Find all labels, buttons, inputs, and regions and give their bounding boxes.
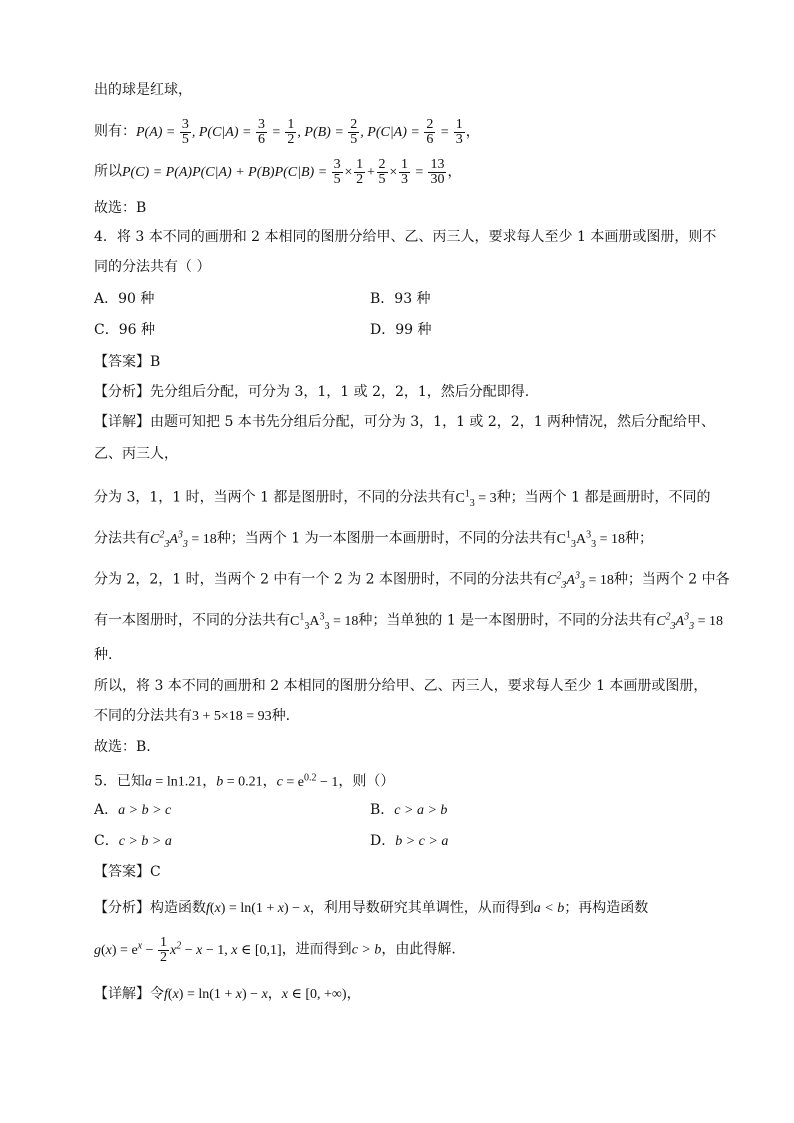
detail-line — [94, 676, 707, 696]
detail-line — [94, 566, 730, 595]
answer-tag: 【答案】 — [94, 354, 150, 370]
detail-text: 种；当两个 2 中各 — [613, 571, 730, 588]
question-stem — [94, 227, 716, 247]
option-d — [370, 831, 448, 852]
option-formula: b > c > a — [395, 834, 449, 849]
line-text: 5．已知 — [94, 773, 145, 790]
formula: 3 + 5×18 = 93 — [192, 709, 272, 724]
option-formula: a > b > c — [118, 803, 172, 818]
detail-text: 乙、丙三人， — [94, 446, 178, 462]
detail-line — [94, 645, 112, 665]
option-label: C． — [94, 833, 119, 849]
option-b — [370, 289, 431, 309]
line-text: 4．将 3 本不同的画册和 2 本相同的图册分给甲、乙、丙三人，要求每人至少 1 本画册或图册，则不 — [94, 229, 717, 245]
detail-line — [94, 444, 178, 464]
formula: $g(x) = e^x$ − $\frac{1}{2}$ $x^2 - x - 1$, x ∈ [0,1] — [94, 935, 282, 965]
analysis-text: 先分组后分配，可分为 3，1，1 或 2，2，1，然后分配即得. — [150, 384, 530, 400]
detail-tag: 【详解】 — [94, 414, 150, 430]
option-text: C．96 种 — [94, 322, 155, 338]
detail-text: 分为 2，2，1 时，当两个 2 中有一个 2 为 2 本图册时，不同的分法共有 — [94, 571, 548, 588]
option-a — [94, 800, 171, 821]
line-text: 故选：B — [94, 200, 147, 216]
detail-line — [94, 607, 723, 636]
detail-line — [94, 525, 653, 554]
option-label: D． — [370, 833, 396, 849]
answer-line — [94, 862, 161, 882]
detail-text: 令 — [150, 986, 164, 1002]
option-b — [370, 800, 447, 821]
choice-line — [94, 198, 146, 218]
option-formula: c > b > a — [118, 834, 172, 849]
line-text: 出的球是红球， — [94, 82, 192, 98]
detail-tag: 【详解】 — [94, 986, 150, 1002]
detail-text: ， — [267, 986, 282, 1002]
analysis-text: ；再构造函数 — [564, 900, 649, 916]
option-text: A．90 种 — [94, 291, 155, 307]
analysis-text: ，利用导数研究其单调性，从而得到 — [309, 900, 534, 916]
option-d — [370, 320, 432, 340]
option-a — [94, 289, 154, 309]
option-formula: c > a > b — [394, 803, 448, 818]
text-line — [94, 80, 192, 100]
question-stem — [94, 768, 394, 793]
detail-text: 不同的分法共有 — [94, 708, 192, 724]
detail-line — [94, 706, 290, 727]
formula: $C^2_3A^3_3 = 18$ — [656, 611, 723, 632]
option-text: D．99 种 — [370, 322, 432, 338]
detail-text: 分为 3，1，1 时，当两个 1 都是图册时，不同的分法共有 — [94, 489, 456, 506]
detail-text: 分法共有 — [94, 530, 150, 547]
formula: $C^1_3 = 3$ — [455, 488, 497, 509]
line-text: ，则（） — [338, 773, 395, 790]
detail-text: 所以，将 3 本不同的画册和 2 本相同的图册分给甲、乙、丙三人，要求每人至少 1 本画册或图册， — [94, 678, 708, 694]
detail-line — [94, 484, 711, 513]
formula: f(x) = ln(1 + x) − x — [164, 987, 268, 1002]
detail-line — [94, 412, 715, 432]
detail-text: 种；当两个 1 为一本图册一本画册时，不同的分法共有 — [216, 530, 557, 547]
detail-text: 种；当单独的 1 是一本图册时，不同的分法共有 — [358, 612, 657, 629]
detail-text: ， — [346, 986, 361, 1002]
analysis-text: ，由此得解. — [381, 941, 456, 958]
answer-value: B — [150, 354, 161, 370]
detail-text: 种. — [94, 647, 113, 663]
line-text: 同的分法共有（ ） — [94, 259, 211, 275]
question-stem — [94, 257, 210, 277]
probability-line — [94, 158, 461, 187]
detail-text: 种；当两个 1 都是画册时，不同的 — [496, 489, 711, 506]
analysis-line — [94, 936, 456, 965]
formula: $C^1_3A^3_3 = 18$ — [290, 611, 359, 632]
formula: $C^1_3A^3_3 = 18$ — [556, 529, 625, 550]
formula: P(A) = $\frac{3}{5}$ , P(C|A) = $\frac{3}{6}$ = $\frac{1}{2}$ , P(B) = $\frac{2}{5}$ , P(C|A) = $\frac{2}{6}$ = $\frac{1}{3}$ ， — [136, 117, 480, 147]
line-prefix: 则有： — [94, 123, 136, 140]
option-c — [94, 831, 172, 852]
option-text: B．93 种 — [370, 291, 431, 307]
analysis-text: 构造函数 — [150, 900, 206, 916]
detail-line — [94, 984, 361, 1005]
choice-line — [94, 737, 151, 757]
formula: f(x) = ln(1 + x) − x — [206, 901, 310, 916]
analysis-line — [94, 382, 529, 402]
detail-text: 种. — [271, 708, 291, 724]
detail-text: 种； — [625, 530, 653, 547]
answer-line — [94, 352, 160, 372]
formula: c > b — [351, 942, 382, 958]
formula: $C^2_3A^3_3 = 18$ — [150, 529, 217, 550]
analysis-text: ，进而得到 — [281, 941, 352, 958]
formula: a < b — [533, 901, 565, 916]
option-label: A． — [94, 802, 119, 818]
answer-tag: 【答案】 — [94, 864, 150, 880]
analysis-tag: 【分析】 — [94, 384, 150, 400]
option-c — [94, 320, 155, 340]
formula: x ∈ [0, +∞) — [281, 987, 347, 1002]
formula: $C^2_3A^3_3 = 18$ — [547, 570, 614, 591]
analysis-tag: 【分析】 — [94, 900, 150, 916]
formula: a = ln1.21，b = 0.21，$c = e^{0.2} - 1$ — [144, 772, 339, 790]
probability-line — [94, 118, 480, 147]
answer-value: C — [150, 864, 161, 880]
formula: P(C) = P(A)P(C|A) + P(B)P(C|B) = $\frac{3}{5}$ × $\frac{1}{2}$ + $\frac{2}{5}$ × $\frac{1}{3}$ = $\frac{13}{30}$ ， — [122, 157, 462, 187]
line-prefix: 所以 — [94, 163, 122, 180]
line-text: 故选：B. — [94, 739, 151, 755]
analysis-line — [94, 898, 648, 919]
detail-text: 有一本图册时，不同的分法共有 — [94, 612, 290, 629]
detail-text: 由题可知把 5 本书先分组后分配，可分为 3，1，1 或 2，2，1 两种情况，然后分配给甲、 — [150, 414, 716, 430]
option-label: B． — [370, 802, 395, 818]
